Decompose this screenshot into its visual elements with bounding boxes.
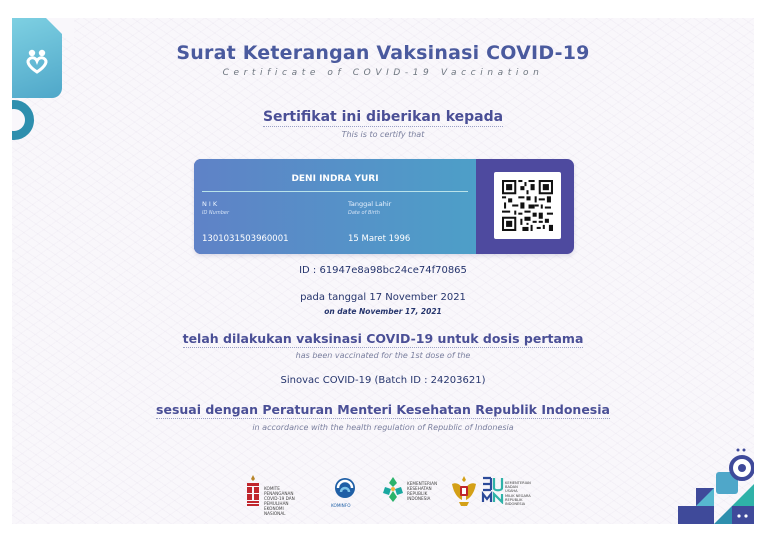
garuda-logo [450, 474, 478, 510]
holder-name: DENI INDRA YURI [291, 174, 379, 184]
vaccinated-text: telah dilakukan vaksinasi COVID-19 untuk dosis pertama [182, 331, 584, 346]
nik-label: N I K [202, 200, 218, 208]
dob-label-en: Date of Birth [348, 210, 380, 216]
nik-value: 1301031503960001 [202, 234, 289, 244]
regulation-text: sesuai dengan Peraturan Menteri Kesehatan Republik Indonesia [156, 402, 610, 417]
kemenkes-emblem-icon [380, 474, 406, 504]
regulation-heading-en: in accordance with the health regulation of Republic of Indonesia [252, 423, 514, 432]
certificate-subtitle: Certificate of COVID-19 Vaccination [222, 68, 544, 78]
kominfo-logo [330, 474, 360, 510]
vaccinated-heading-en: has been vaccinated for the 1st dose of the [295, 351, 471, 360]
dob-value: 15 Maret 1996 [348, 234, 411, 244]
kominfo-caption: KOMINFO [331, 503, 351, 508]
vaccination-date-en: on date November 17, 2021 [324, 307, 442, 316]
institution-logos [245, 474, 531, 516]
bumn-emblem-icon [481, 474, 505, 504]
kpcpen-emblem-icon [245, 474, 261, 510]
geometric-corner-decoration [678, 444, 754, 524]
dob-label: Tanggal Lahir [348, 200, 392, 208]
bumn-logo [481, 474, 531, 510]
kemenkes-logo [380, 474, 440, 510]
certificate-page [12, 18, 754, 524]
garuda-emblem-icon [450, 474, 478, 508]
qr-code [494, 172, 561, 239]
bumn-caption: KEMENTERIAN BADAN USAHA MILIK NEGARA REPUBLIK INDONESIA [505, 481, 531, 507]
regulation-heading [12, 402, 754, 419]
kpcpen-caption: KOMITE PENANGANAN COVID-19 DAN PEMULIHAN EKONOMI NASIONAL [264, 486, 295, 516]
nik-label-en: ID Number [202, 210, 229, 216]
card-divider [202, 191, 468, 192]
kominfo-emblem-icon [330, 474, 360, 500]
vaccinated-heading [12, 331, 754, 348]
certificate-id: ID : 61947e8a98bc24ce74f70865 [299, 265, 467, 276]
given-to-heading-en: This is to certify that [341, 130, 425, 139]
identity-card [194, 159, 574, 254]
vaccine-batch: Sinovac COVID-19 (Batch ID : 24203621) [280, 375, 486, 386]
identity-card-info [194, 159, 476, 254]
kpcpen-logo [245, 474, 305, 516]
given-to-heading [12, 109, 754, 127]
given-to-text: Sertifikat ini diberikan kepada [262, 109, 504, 125]
qr-code-icon [502, 180, 553, 231]
vaccination-date: pada tanggal 17 November 2021 [300, 292, 466, 303]
kemenkes-caption: KEMENTERIAN KESEHATAN REPUBLIK INDONESIA [407, 481, 438, 501]
certificate-title: Surat Keterangan Vaksinasi COVID-19 [176, 42, 590, 64]
